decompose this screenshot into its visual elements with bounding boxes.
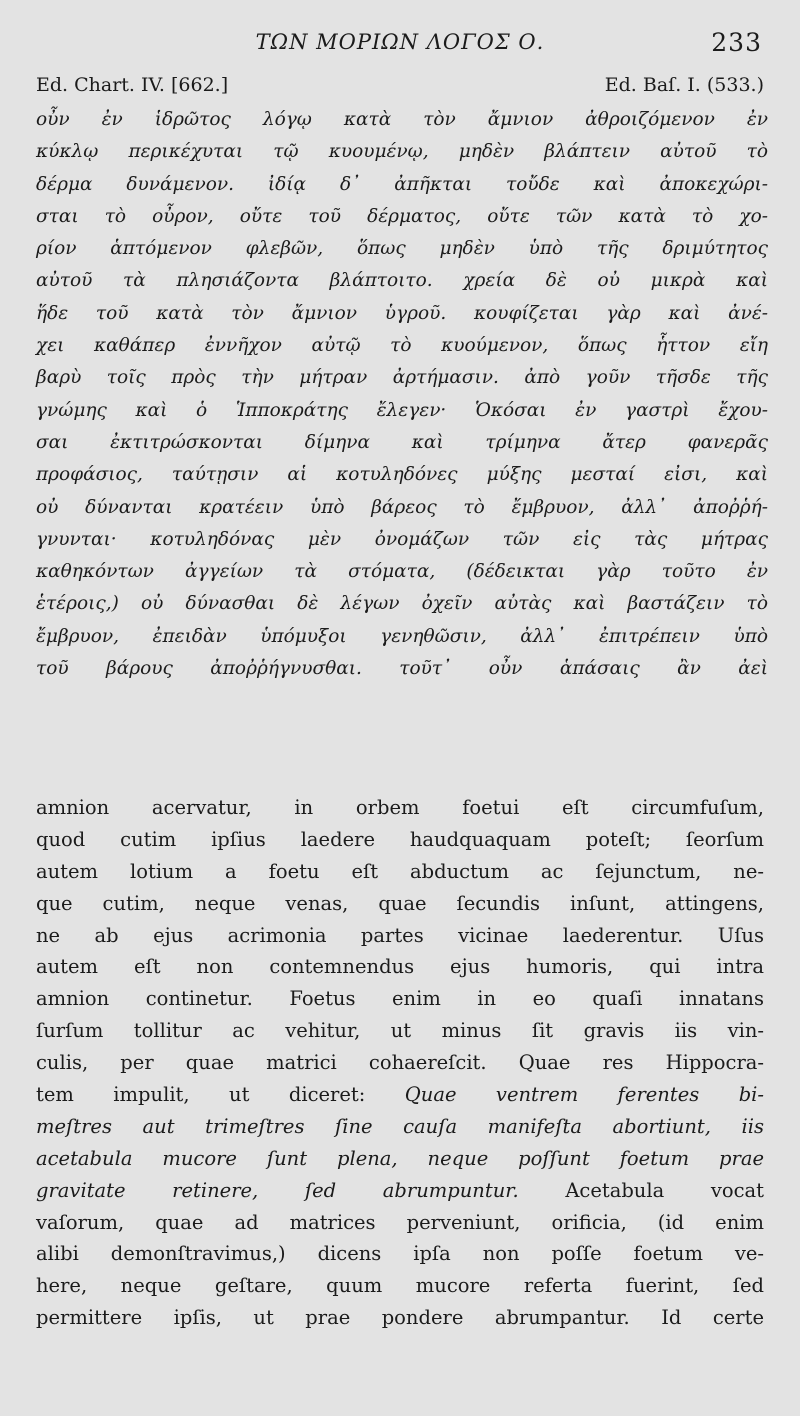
greek-line: ἑτέροις,) οὐ δύνασθαι δὲ λέγων ὀχεῖν αὐτὰς καὶ βαστάζειν τὸ	[36, 593, 768, 615]
latin-line: quod cutim ipſius laedere haudquaquam poteſt; ſeorſum	[36, 827, 764, 851]
greek-line: σαι ἐκτιτρώσκονται δίμηνα καὶ τρίμηνα ἄτερ φανερᾶς	[36, 431, 768, 453]
greek-line: αὐτοῦ τὰ πλησιάζοντα βλάπτοιτο. χρεία δὲ οὐ μικρὰ καὶ	[36, 270, 768, 292]
latin-line: autem eſt non contemnendus ejus humoris, qui intra	[36, 955, 764, 979]
latin-line: amnion continetur. Foetus enim in eo quaſi innatans	[36, 987, 764, 1011]
latin-line: vaſorum, quae ad matrices perveniunt, orificia, (id enim	[36, 1210, 764, 1234]
greek-line: γνυνται· κοτυληδόνας μὲν ὀνομάζων τῶν εἰς τὰς μήτρας	[36, 528, 768, 550]
latin-line: amnion acervatur, in orbem foetui eſt circumfuſum,	[36, 796, 764, 819]
greek-line: οὐ δύνανται κρατέειν ὑπὸ βάρεος τὸ ἔμβρυον, ἀλλ᾽ ἀποῤῥή-	[36, 496, 768, 518]
latin-line: permittere ipſis, ut prae pondere abrumpantur. Id certe	[36, 1306, 764, 1330]
greek-text-block	[36, 104, 768, 685]
latin-line: ſurſum tollitur ac vehitur, ut minus ſit gravis iis vin-	[36, 1019, 764, 1043]
greek-line: βαρὺ τοῖς πρὸς τὴν μήτραν ἀρτήμασιν. ἀπὸ γοῦν τῆσδε τῆς	[36, 367, 768, 389]
greek-line: χει καθάπερ ἐννῆχον αὐτῷ τὸ κυούμενον, ὅπως ἧττον εἴη	[36, 335, 768, 357]
running-title: ΤΩΝ ΜΟΡΙΩΝ ΛΟΓΟΣ Ο.	[255, 30, 545, 54]
greek-line: δέρμα δυνάμενον. ἰδίᾳ δ᾽ ἀπῆκται τοὔδε καὶ ἀποκεχώρι-	[36, 173, 768, 195]
latin-line: here, neque geſtare, quum mucore referta fuerint, ſed	[36, 1274, 764, 1298]
latin-segment: Acetabula vocat	[565, 1178, 765, 1202]
latin-line: alibi demonſtravimus,) dicens ipſa non poſſe foetum ve-	[36, 1242, 764, 1266]
latin-segment: tem impulit, ut diceret:	[36, 1083, 366, 1107]
latin-line: ne ab ejus acrimonia partes vicinae laederentur. Uſus	[36, 923, 764, 947]
greek-line: σται τὸ οὖρον, οὔτε τοῦ δέρματος, οὔτε τῶν κατὰ τὸ χο-	[36, 205, 768, 227]
page-number: 233	[711, 28, 762, 57]
edition-bas-ref: Ed. Baſ. I. (533.)	[604, 74, 764, 96]
running-head	[0, 30, 800, 60]
hippocrates-quote-end: gravitate retinere, ſed abrumpuntur.	[36, 1178, 519, 1202]
greek-line: ἥδε τοῦ κατὰ τὸν ἄμνιον ὑγροῦ. κουφίζεται γὰρ καὶ ἀνέ-	[36, 302, 768, 324]
greek-line: προφάσιος, ταύτῃσιν αἱ κοτυληδόνες μύξης μεσταί εἰσι, καὶ	[36, 464, 768, 486]
latin-line: culis, per quae matrici cohaereſcit. Quae res Hippocra-	[36, 1051, 764, 1075]
greek-line: γνώμης καὶ ὁ Ἱπποκράτης ἔλεγεν· Ὁκόσαι ἐν γαστρὶ ἔχου-	[36, 399, 768, 421]
greek-line: τοῦ βάρους ἀποῤῥήγνυσθαι. τοῦτ᾽ οὖν ἁπάσαις ἂν ἀεὶ	[36, 658, 768, 680]
latin-line-mixed	[36, 1175, 764, 1207]
greek-line: ρίον ἁπτόμενον φλεβῶν, ὅπως μηδὲν ὑπὸ τῆς δριμύτητος	[36, 238, 768, 260]
greek-line: ἔμβρυον, ἐπειδὰν ὑπόμυξοι γενηθῶσιν, ἀλλ᾽ ἐπιτρέπειν ὑπὸ	[36, 625, 768, 647]
latin-line-mixed	[36, 1079, 764, 1111]
hippocrates-quote-start: Quae ventrem ferentes bi-	[404, 1083, 764, 1107]
latin-line: autem lotium a foetu eſt abductum ac ſejunctum, ne-	[36, 859, 764, 883]
greek-line: οὖν ἐν ἱδρῶτος λόγῳ κατὰ τὸν ἄμνιον ἀθροιζόμενον ἐν	[36, 109, 768, 130]
hippocrates-quote-line: meſtres aut trimeſtres ſine cauſa manifeſta abortiunt, iis	[36, 1114, 764, 1138]
latin-text-block	[36, 792, 764, 1334]
latin-line: que cutim, neque venas, quae ſecundis inſunt, attingens,	[36, 891, 764, 915]
greek-line: καθηκόντων ἀγγείων τὰ στόματα, (δέδεικται γὰρ τοῦτο ἐν	[36, 561, 768, 583]
hippocrates-quote-line: acetabula mucore ſunt plena, neque poſſunt foetum prae	[36, 1146, 764, 1170]
greek-line: κύκλῳ περικέχυται τῷ κυουμένῳ, μηδὲν βλάπτειν αὐτοῦ τὸ	[36, 141, 768, 163]
edition-chart-ref: Ed. Chart. IV. [662.]	[36, 74, 229, 96]
